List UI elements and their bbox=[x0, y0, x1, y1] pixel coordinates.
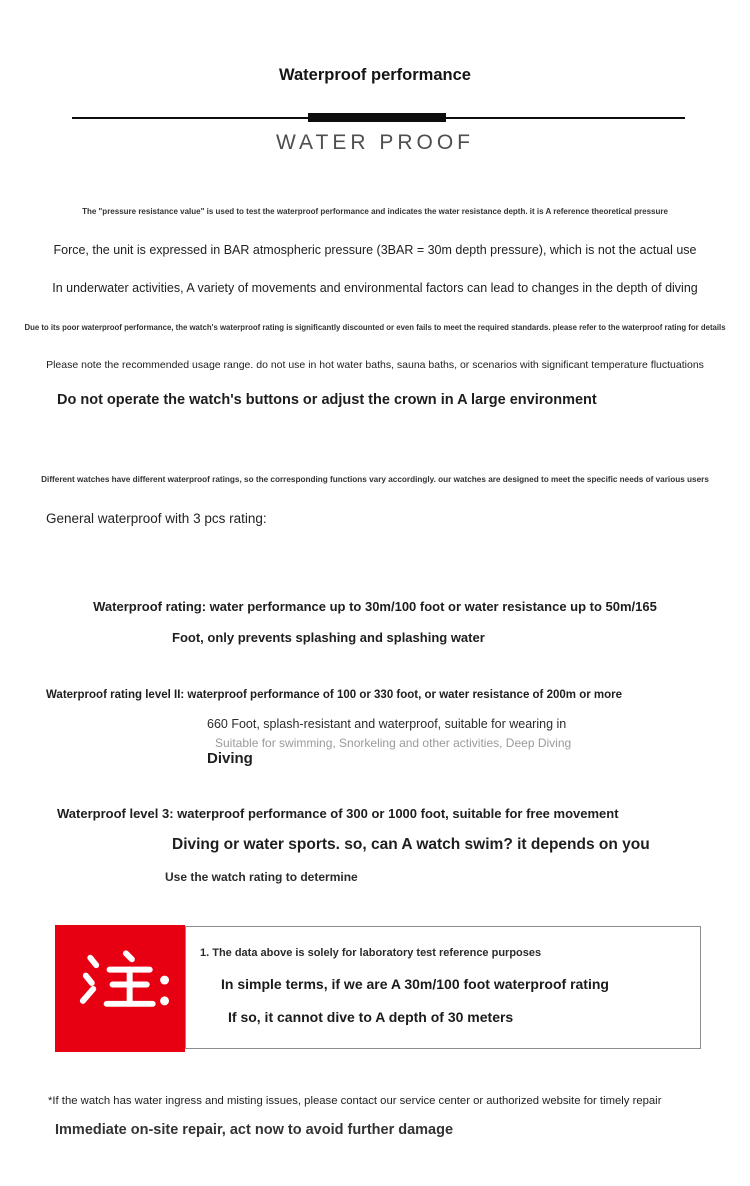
rating-level2-clipped-text: Suitable for swimming, Snorkeling and other activities, Deep Diving bbox=[215, 736, 572, 750]
note-line-3: If so, it cannot dive to A depth of 30 meters bbox=[228, 1009, 514, 1025]
rating-level2-line3: Diving bbox=[207, 750, 253, 767]
ratings-intro-small: Different watches have different waterproof ratings, so the corresponding functions vary accordingly. our watches are designed to meet the specific needs of various users bbox=[41, 475, 709, 484]
note-line-1: 1. The data above is solely for laboratory test reference purposes bbox=[200, 947, 542, 959]
intro-warning-line: Do not operate the watch's buttons or adjust the crown in A large environment bbox=[57, 392, 597, 408]
rating-level3-line1: Waterproof level 3: waterproof performance of 300 or 1000 foot, suitable for free movement bbox=[57, 806, 619, 821]
note-line-2: In simple terms, if we are A 30m/100 foot waterproof rating bbox=[221, 976, 609, 992]
intro-small-line-4: Due to its poor waterproof performance, the watch's waterproof rating is significantly discounted or even fails to meet the required standards. please refer to the waterproof rating for details bbox=[24, 323, 726, 332]
intro-small-line-1: The "pressure resistance value" is used to test the waterproof performance and indicates the water resistance depth. it is A reference theoretical pressure bbox=[82, 207, 668, 216]
rating-level3-line3: Use the watch rating to determine bbox=[165, 870, 358, 884]
rating-level2-line2: 660 Foot, splash-resistant and waterproof, suitable for wearing in bbox=[207, 717, 567, 731]
intro-line-5: Please note the recommended usage range. do not use in hot water baths, sauna baths, or scenarios with significant temperature fluctuations bbox=[46, 359, 704, 371]
rating-level1-line1: Waterproof rating: water performance up to 30m/100 foot or water resistance up to 50m/165 bbox=[93, 599, 657, 614]
divider-center-bar bbox=[308, 113, 446, 122]
footer-repair-line: Immediate on-site repair, act now to avoid further damage bbox=[55, 1122, 454, 1138]
note-accent-block bbox=[55, 925, 185, 1052]
intro-line-3: In underwater activities, A variety of movements and environmental factors can lead to changes in the depth of diving bbox=[52, 281, 698, 295]
rating-level3-line2: Diving or water sports. so, can A watch swim? it depends on you bbox=[172, 836, 650, 853]
page-subtitle: WATER PROOF bbox=[276, 131, 474, 154]
footer-service-line: *If the watch has water ingress and misting issues, please contact our service center or authorized website for timely repair bbox=[48, 1095, 662, 1107]
intro-line-2: Force, the unit is expressed in BAR atmospheric pressure (3BAR = 30m depth pressure), which is not the actual use bbox=[53, 243, 697, 257]
page-title: Waterproof performance bbox=[279, 66, 471, 84]
rating-level1-line2: Foot, only prevents splashing and splashing water bbox=[172, 630, 485, 645]
rating-level2-line1: Waterproof rating level II: waterproof performance of 100 or 330 foot, or water resistance of 200m or more bbox=[46, 689, 623, 701]
ratings-heading: General waterproof with 3 pcs rating: bbox=[46, 511, 267, 526]
cjk-note-icon bbox=[68, 947, 172, 1030]
